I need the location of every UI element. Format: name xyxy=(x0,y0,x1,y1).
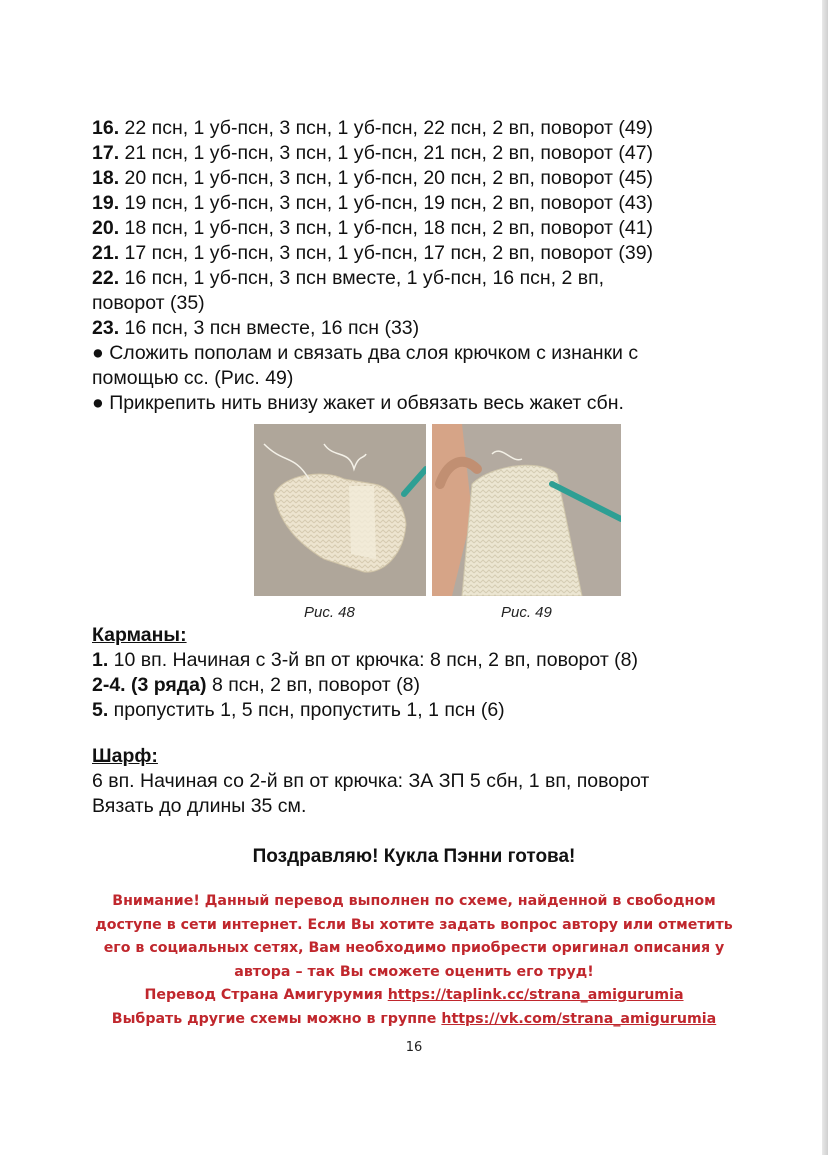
scarf-title: Шарф: xyxy=(92,745,158,767)
row-text: 21 псн, 1 уб-псн, 3 псн, 1 уб-псн, 21 псн, 2 вп, поворот (47) xyxy=(119,142,654,164)
figure-49-photo xyxy=(432,424,621,596)
pattern-row xyxy=(92,241,752,266)
pattern-row xyxy=(92,191,752,216)
row-number: 22. xyxy=(92,267,120,289)
row-text: 20 псн, 1 уб-псн, 3 псн, 1 уб-псн, 20 псн, 2 вп, поворот (45) xyxy=(119,167,654,189)
row-number: 2-4. (3 ряда) xyxy=(92,674,207,696)
pattern-row xyxy=(92,673,752,698)
pattern-content xyxy=(92,116,752,416)
row-number: 1. xyxy=(92,649,109,671)
vk-group-link[interactable]: https://vk.com/strana_amigurumia xyxy=(441,1010,717,1027)
row-text: 8 псн, 2 вп, поворот (8) xyxy=(206,674,420,696)
pockets-section xyxy=(92,623,752,723)
figure-49-caption: Рис. 49 xyxy=(501,604,552,621)
copyright-notice xyxy=(0,890,828,1031)
row-text: 10 вп. Начиная с 3-й вп от крючка: 8 псн, 2 вп, поворот (8) xyxy=(108,649,639,671)
pattern-row xyxy=(92,698,752,723)
notice-line: автора – так Вы сможете оценить его труд! xyxy=(234,963,594,980)
pattern-row xyxy=(92,141,752,166)
notice-line: его в социальных сетях, Вам необходимо приобрести оригинал описания у xyxy=(103,940,725,956)
pattern-row xyxy=(92,648,752,673)
row-text: поворот (35) xyxy=(92,292,205,314)
row-number: 5. xyxy=(92,699,109,721)
row-text: 19 псн, 1 уб-псн, 3 псн, 1 уб-псн, 19 псн, 2 вп, поворот (43) xyxy=(119,192,654,214)
notice-line: Внимание! Данный перевод выполнен по схеме, найденной в свободном xyxy=(112,893,716,909)
notice-line xyxy=(0,1008,828,1032)
page-number: 16 xyxy=(405,1040,423,1055)
row-number: 18. xyxy=(92,167,120,189)
pattern-row xyxy=(92,316,752,341)
row-text: пропустить 1, 5 псн, пропустить 1, 1 псн (6) xyxy=(108,699,505,721)
row-number: 20. xyxy=(92,217,120,239)
notice-text: Выбрать другие схемы можно в группе xyxy=(111,1010,442,1027)
notice-text: Перевод Страна Амигурумия xyxy=(144,987,388,1003)
row-text: 22 псн, 1 уб-псн, 3 псн, 1 уб-псн, 22 псн, 2 вп, поворот (49) xyxy=(119,117,654,139)
row-number: 16. xyxy=(92,117,120,139)
scarf-line: 6 вп. Начиная со 2-й вп от крючка: ЗА ЗП 5 сбн, 1 вп, поворот xyxy=(92,770,650,792)
bullet-instruction: ● Прикрепить нить внизу жакет и обвязать весь жакет сбн. xyxy=(92,392,624,414)
row-text: 18 псн, 1 уб-псн, 3 псн, 1 уб-псн, 18 псн, 2 вп, поворот (41) xyxy=(119,217,654,239)
bullet-instruction: ● Сложить пополам и связать два слоя крючком с изнанки с xyxy=(92,342,639,364)
pattern-row xyxy=(92,166,752,191)
pattern-row xyxy=(92,216,752,241)
taplink-link[interactable]: https://taplink.cc/strana_amigurumia xyxy=(387,987,684,1003)
row-text: 17 псн, 1 уб-псн, 3 псн, 1 уб-псн, 17 псн, 2 вп, поворот (39) xyxy=(119,242,654,264)
row-text: 16 псн, 3 псн вместе, 16 псн (33) xyxy=(119,317,420,339)
pattern-row xyxy=(92,266,752,291)
figures xyxy=(254,424,626,624)
pattern-row-continuation xyxy=(92,291,752,316)
row-number: 23. xyxy=(92,317,120,339)
row-number: 17. xyxy=(92,142,120,164)
notice-line: доступе в сети интернет. Если Вы хотите задать вопрос автору или отметить xyxy=(95,916,733,933)
scarf-line: Вязать до длины 35 см. xyxy=(92,795,307,817)
bullet-instruction-continuation: помощью сс. (Рис. 49) xyxy=(92,367,294,389)
notice-line xyxy=(0,984,828,1008)
pattern-row xyxy=(92,116,752,141)
row-number: 21. xyxy=(92,242,120,264)
congrats-heading: Поздравляю! Кукла Пэнни готова! xyxy=(252,846,576,867)
figure-48-photo xyxy=(254,424,426,596)
pockets-title: Карманы: xyxy=(92,624,187,646)
figure-48-caption: Рис. 48 xyxy=(304,604,355,621)
row-text: 16 псн, 1 уб-псн, 3 псн вместе, 1 уб-псн, 16 псн, 2 вп, xyxy=(119,267,605,289)
scarf-section xyxy=(92,744,752,819)
row-number: 19. xyxy=(92,192,120,214)
